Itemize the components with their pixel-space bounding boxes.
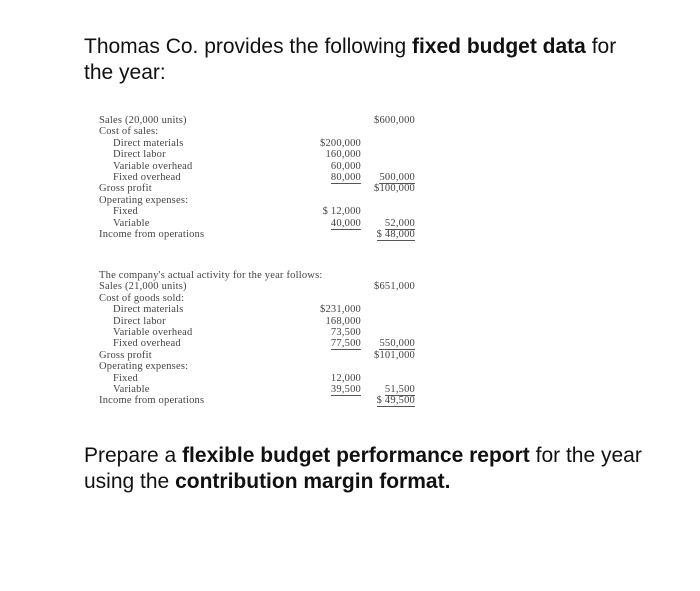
actual-activity-table xyxy=(99,270,429,407)
amount-value: 40,000 xyxy=(330,217,361,229)
amount-value: 52,000 xyxy=(384,217,415,229)
total-amount xyxy=(355,172,415,184)
table-row xyxy=(99,327,429,338)
task-bold-2: contribution margin format. xyxy=(175,470,451,493)
actual-intro xyxy=(99,270,429,281)
amount-value: 550,000 xyxy=(379,338,415,350)
task-prefix: Prepare a xyxy=(84,444,183,467)
row-label: Fixed overhead xyxy=(113,171,181,183)
amount-value: $651,000 xyxy=(374,281,415,293)
table-row xyxy=(99,138,429,149)
table-row xyxy=(99,229,429,240)
row-label: Variable xyxy=(113,217,150,229)
amount-value: $100,000 xyxy=(374,183,415,195)
intro-text xyxy=(84,34,644,86)
row-label: Fixed xyxy=(113,372,138,384)
amount-value: 168,000 xyxy=(325,315,361,327)
row-label: Cost of sales: xyxy=(99,126,159,138)
table-row xyxy=(99,218,429,229)
intro-suffix: for the year: xyxy=(84,35,617,84)
table-row xyxy=(99,149,429,160)
row-label: Variable overhead xyxy=(113,160,193,172)
table-row xyxy=(99,316,429,327)
amount-value: 500,000 xyxy=(379,171,415,183)
table-row xyxy=(99,373,429,384)
table-row xyxy=(99,395,429,406)
total-amount xyxy=(355,395,415,407)
amount-value: 77,500 xyxy=(330,338,361,350)
row-label: Sales (20,000 units) xyxy=(99,115,187,126)
row-label: Operating expenses: xyxy=(99,361,189,373)
amount-value: $ 49,500 xyxy=(376,395,415,407)
amount-value: 39,500 xyxy=(330,383,361,395)
row-label: Gross profit xyxy=(99,183,152,195)
table-row xyxy=(99,350,429,361)
detail-amount xyxy=(301,149,361,160)
detail-amount xyxy=(301,373,361,384)
detail-amount xyxy=(301,172,361,184)
total-amount xyxy=(355,115,415,126)
amount-value: $600,000 xyxy=(374,115,415,126)
table-row xyxy=(99,172,429,183)
detail-amount xyxy=(301,304,361,315)
amount-value: 60,000 xyxy=(330,160,361,172)
row-label: Fixed overhead xyxy=(113,338,181,350)
row-label: Income from operations xyxy=(99,395,205,407)
table-row xyxy=(99,361,429,372)
row-label: Direct labor xyxy=(113,149,166,161)
row-label: Cost of goods sold: xyxy=(99,292,185,304)
task-text xyxy=(84,443,644,495)
table-row xyxy=(99,126,429,137)
total-amount xyxy=(355,218,415,230)
row-label: Variable overhead xyxy=(113,326,193,338)
detail-amount xyxy=(301,218,361,230)
detail-amount xyxy=(301,327,361,338)
task-bold-1: flexible budget performance report xyxy=(182,444,530,467)
row-label: Operating expenses: xyxy=(99,194,189,206)
table-row xyxy=(99,304,429,315)
table-row xyxy=(99,161,429,172)
row-label: Gross profit xyxy=(99,349,152,361)
row-label: Income from operations xyxy=(99,228,205,240)
amount-value: $ 12,000 xyxy=(322,206,361,218)
actual-rows xyxy=(99,281,429,406)
row-label: Direct materials xyxy=(113,304,184,316)
row-label: Direct labor xyxy=(113,315,166,327)
amount-value: 160,000 xyxy=(325,149,361,161)
detail-amount xyxy=(301,138,361,149)
amount-value: 80,000 xyxy=(330,171,361,183)
task-middle: for the year using the xyxy=(84,444,642,493)
table-row xyxy=(99,195,429,206)
table-row xyxy=(99,115,429,126)
table-row xyxy=(99,206,429,217)
table-row xyxy=(99,338,429,349)
amount-value: 73,500 xyxy=(330,326,361,338)
detail-amount xyxy=(301,384,361,396)
amount-value: $101,000 xyxy=(374,349,415,361)
detail-amount xyxy=(301,161,361,172)
fixed-budget-table xyxy=(99,115,429,240)
detail-amount xyxy=(301,316,361,327)
amount-value: $231,000 xyxy=(320,304,361,316)
table-row xyxy=(99,384,429,395)
amount-value: $ 48,000 xyxy=(376,228,415,240)
total-amount xyxy=(355,183,415,194)
amount-value: 51,500 xyxy=(384,383,415,395)
row-label: Variable xyxy=(113,383,150,395)
row-label: Sales (21,000 units) xyxy=(99,281,187,293)
amount-value: 12,000 xyxy=(330,372,361,384)
table-row xyxy=(99,183,429,194)
amount-value: $200,000 xyxy=(320,137,361,149)
intro-prefix: Thomas Co. provides the following xyxy=(84,35,412,58)
detail-amount xyxy=(301,206,361,217)
row-label: Direct materials xyxy=(113,137,184,149)
total-amount xyxy=(355,384,415,396)
intro-bold: fixed budget data xyxy=(412,35,586,58)
table-row xyxy=(99,293,429,304)
actual-intro-label: The company's actual activity for the year follows: xyxy=(99,270,323,281)
total-amount xyxy=(355,350,415,361)
table-row xyxy=(99,281,429,292)
total-amount xyxy=(355,229,415,241)
total-amount xyxy=(355,338,415,350)
total-amount xyxy=(355,281,415,292)
row-label: Fixed xyxy=(113,206,138,218)
detail-amount xyxy=(301,338,361,350)
